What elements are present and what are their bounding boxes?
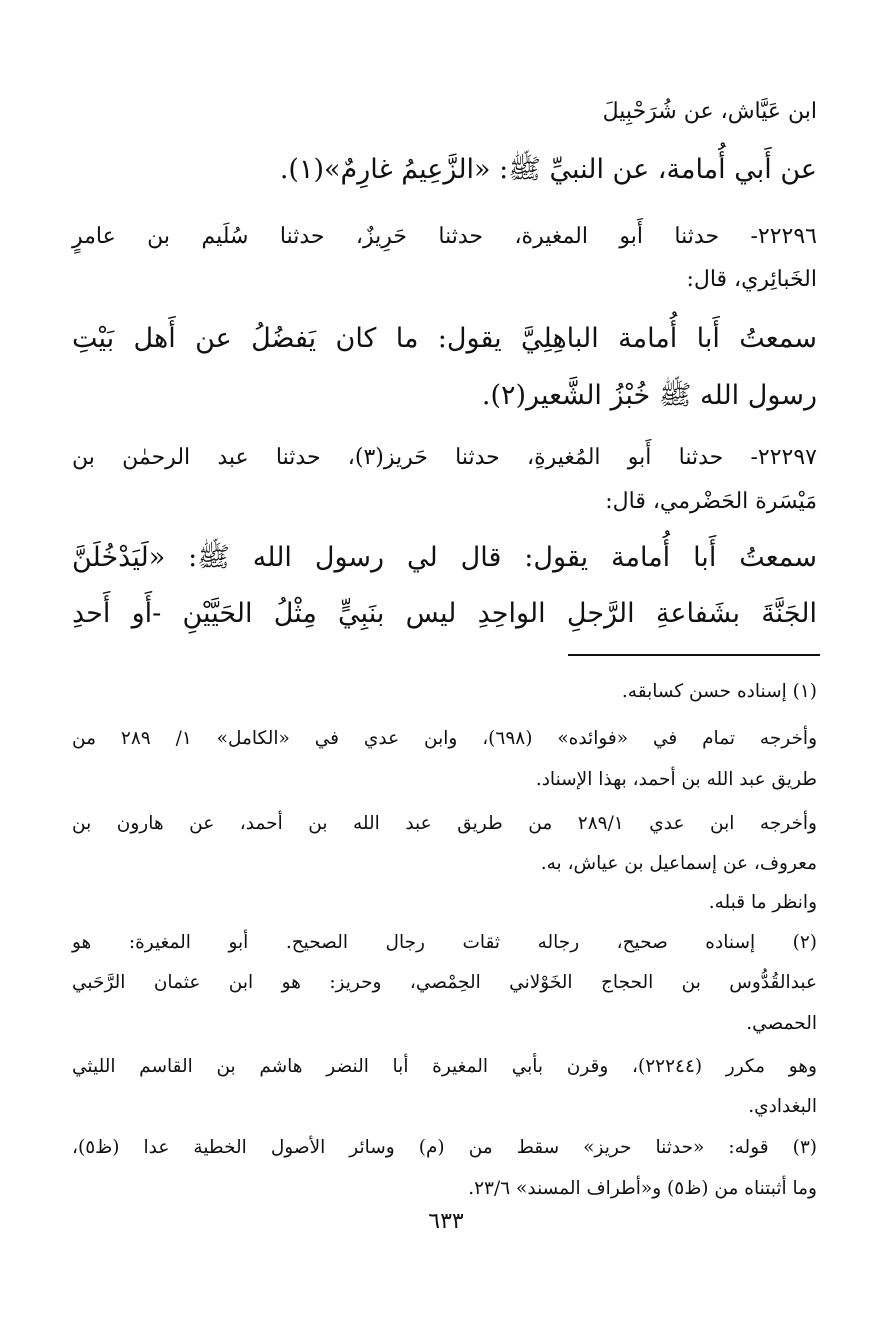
text-line: عن أَبي أُمامة، عن النبيِّ ﷺ: «الزَّعِيمُ غارِمٌ»(١). xyxy=(279,154,817,185)
footnote-line: وهو مكرر (٢٢٢٤٤)، وقرن بأبي المغيرة أبا النضر هاشم بن القاسم الليثي xyxy=(72,1056,817,1077)
footnote-line: (٣) قوله: «حدثنا حريز» سقط من (م) وسائر الأصول الخطية عدا (ظ٥)، xyxy=(72,1137,817,1158)
footnote-line: (٢) إسناده صحيح، رجاله ثقات رجال الصحيح. أبو المغيرة: هو xyxy=(72,932,817,953)
footnote-line: وما أثبتناه من (ظ٥) و«أطراف المسند» ٢٣/٦. xyxy=(468,1178,817,1199)
footnote-line: (١) إسناده حسن كسابقه. xyxy=(621,681,817,702)
text-line: مَيْسَرة الحَضْرمي، قال: xyxy=(605,489,817,514)
footnote-line: البغدادي. xyxy=(748,1096,817,1117)
footnote-line: وأخرجه تمام في «فوائده» (٦٩٨)، وابن عدي في «الكامل» ١/ ٢٨٩ من xyxy=(72,728,817,749)
footnote-line: الحمصي. xyxy=(746,1013,817,1034)
text-line: ابن عَيَّاش، عن شُرَحْبِيلَ xyxy=(602,99,817,124)
hadith-22296-isnad-line: ٢٢٢٩٦- حدثنا أَبو المغيرة، حدثنا حَرِيزٌ، حدثنا سُلَيم بن عامرٍ xyxy=(72,224,817,249)
footnote-separator xyxy=(568,654,820,656)
hadith-22297-matn-line: سمعتُ أَبا أُمامة يقول: قال لي رسول الله ﷺ: «لَيَدْخُلَنَّ xyxy=(72,542,817,573)
text-line: الخَبائِري، قال: xyxy=(686,267,817,292)
page-number: ٦٣٣ xyxy=(428,1209,464,1234)
footnote-line: وأخرجه ابن عدي ٢٨٩/١ من طريق عبد الله بن أحمد، عن هارون بن xyxy=(72,813,817,834)
hadith-22296-matn-line: رسول الله ﷺ خُبْزُ الشَّعير(٢). xyxy=(481,380,817,411)
footnote-line: وانظر ما قبله. xyxy=(708,892,817,913)
hadith-22296-matn-line: سمعتُ أَبا أُمامة الباهِلِيَّ يقول: ما كان يَفضُلُ عن أَهل بَيْتِ xyxy=(72,323,817,354)
footnote-line: طريق عبد الله بن أحمد، بهذا الإسناد. xyxy=(535,769,817,790)
footnote-line: عبدالقُدُّوس بن الحجاج الخَوْلاني الحِمْصي، وحريز: هو ابن عثمان الرَّحَبي xyxy=(72,972,817,993)
hadith-22297-isnad-line: ٢٢٢٩٧- حدثنا أَبو المُغيرةِ، حدثنا حَريز(٣)، حدثنا عبد الرحمٰن بن xyxy=(72,445,817,470)
footnote-line: معروف، عن إسماعيل بن عياش، به. xyxy=(540,853,817,874)
hadith-22297-matn-line: الجَنَّةَ بشَفاعةِ الرَّجلِ الواحِدِ ليس بنَبِيٍّ مِثْلُ الحَيَّيْنِ -أَو أَحدِ xyxy=(72,598,817,629)
